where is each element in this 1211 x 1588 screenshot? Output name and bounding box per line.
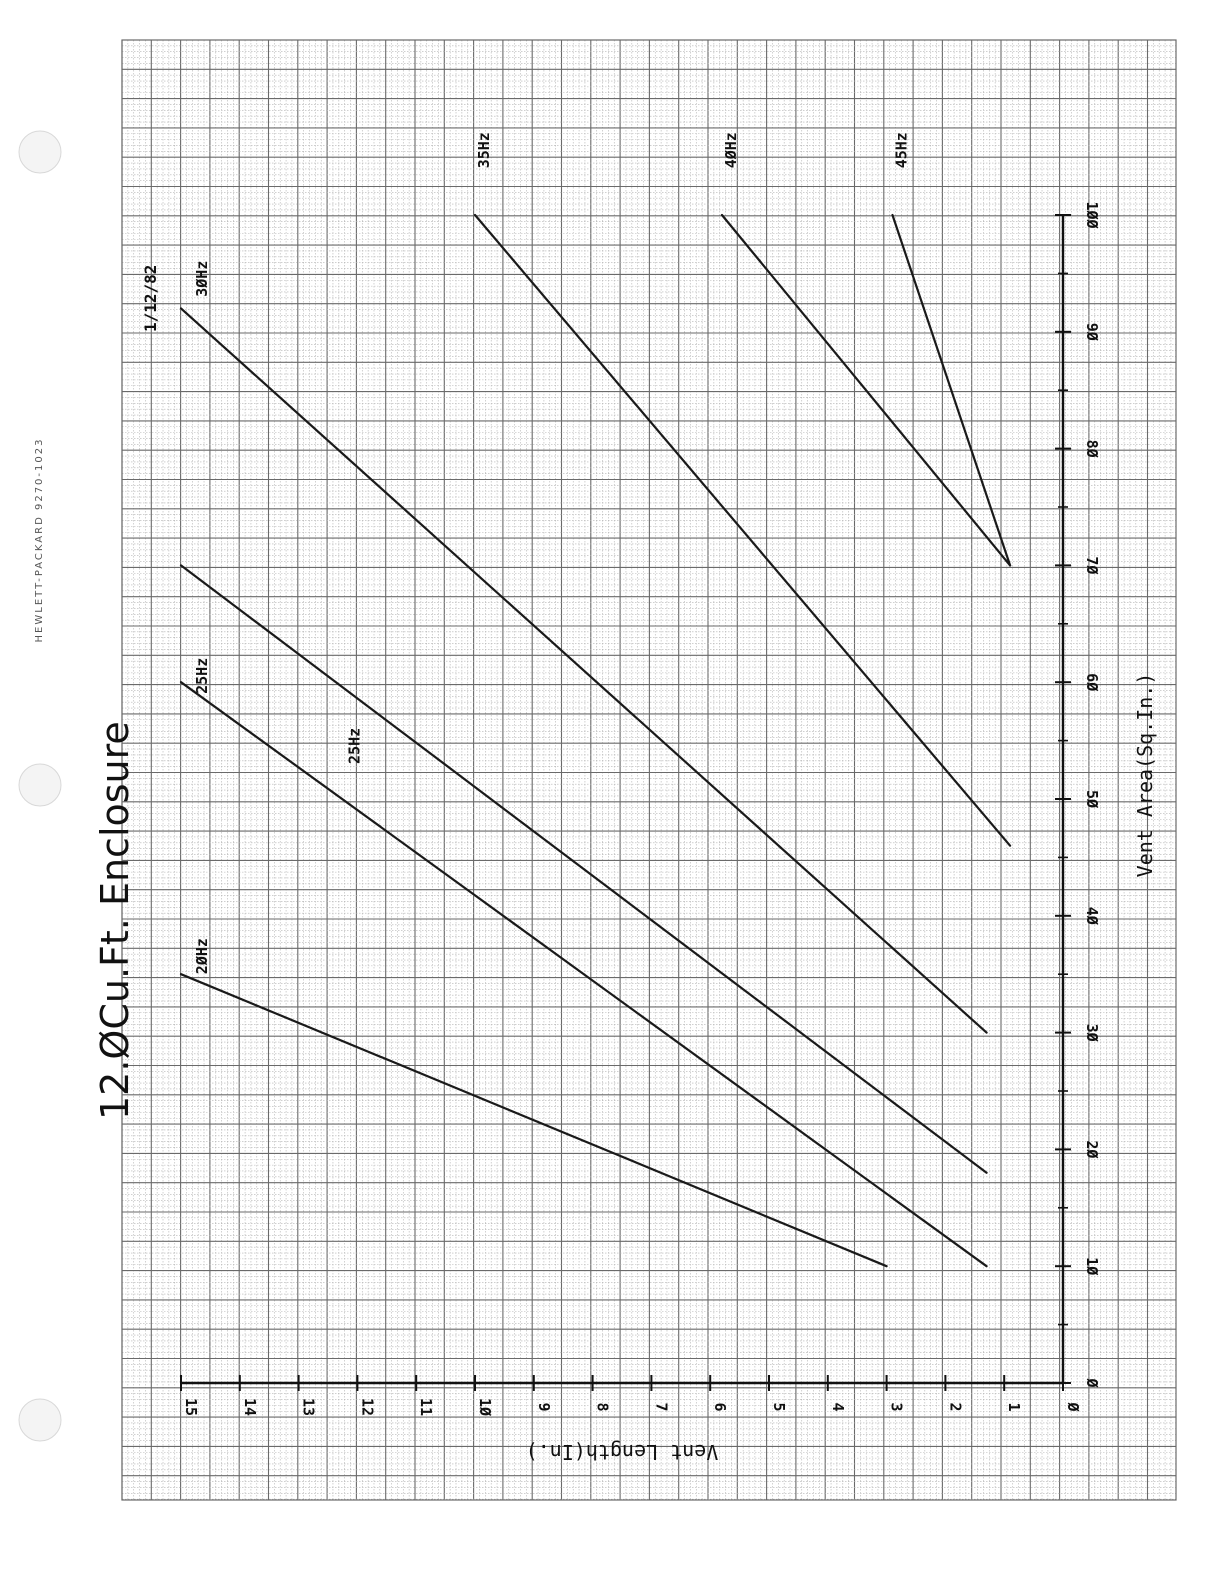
y-tick-label: 8 [593,1402,612,1412]
y-tick-label: 15 [182,1397,200,1417]
chart-date: 1/12/82 [141,264,160,332]
y-tick-label: 6 [711,1402,730,1412]
x-tick-label: Ø [1083,1378,1101,1388]
binder-hole-top [19,131,61,173]
y-tick-label: 4 [828,1402,847,1412]
y-axis-label-text: Vent Length(In.) [525,1440,719,1464]
y-tick-label: 7 [652,1402,671,1412]
y-tick-label: 5 [770,1402,788,1412]
series-label: 4ØHz [721,132,740,169]
series-label: 25Hz [345,727,364,764]
y-tick-label: 1 [1005,1402,1024,1412]
series-label: 2ØHz [192,938,211,975]
series-label: 3ØHz [192,260,211,297]
x-tick-label: 7Ø [1083,556,1101,575]
series-label: 35Hz [475,132,493,169]
x-tick-label: 3Ø [1083,1023,1101,1042]
x-tick-label: 8Ø [1083,439,1101,458]
series-label: 45Hz [892,132,911,169]
x-tick-label: 9Ø [1083,322,1101,341]
x-axis-label: Vent Area(Sq.In.) [1133,672,1157,878]
y-tick-label: 2 [946,1402,965,1412]
y-tick-label: 12 [358,1397,377,1417]
binder-hole-bottom [19,1399,61,1441]
y-tick-label: Ø [1064,1402,1082,1412]
y-tick-label: 14 [240,1397,259,1417]
y-tick-label: 3 [887,1402,906,1412]
chart-title: 12.ØCu.Ft. Enclosure [93,721,137,1120]
x-tick-label: 4Ø [1083,906,1101,925]
series-label: 25Hz [192,657,211,694]
y-tick-label: 13 [299,1397,318,1417]
x-tick-label: 1ØØ [1083,201,1101,229]
x-tick-label: 2Ø [1083,1140,1101,1159]
x-tick-label: 5Ø [1083,789,1101,809]
x-tick-label: 6Ø [1083,673,1101,692]
binder-hole-middle [19,764,61,806]
y-tick-label: 9 [534,1402,553,1412]
paper-header: HEWLETT-PACKARD 9270-1023 [34,437,45,643]
x-tick-label: 1Ø [1083,1257,1101,1276]
y-tick-label: 1Ø [476,1397,494,1417]
y-tick-label: 11 [417,1397,436,1417]
